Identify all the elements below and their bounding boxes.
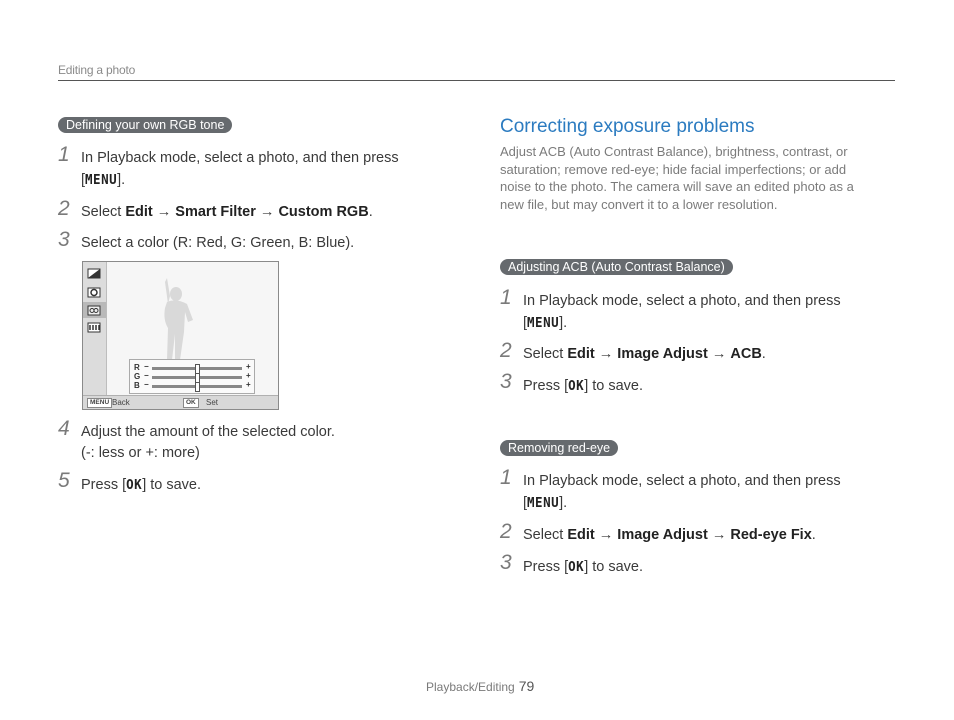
- arrow-icon: →: [598, 346, 614, 362]
- period: .: [368, 204, 373, 220]
- person-silhouette-icon: [143, 276, 203, 360]
- step-text-line: In Playback mode, select a photo, and then press: [81, 150, 399, 166]
- step-pre: Select: [523, 527, 568, 543]
- step-text-line: (-: less or +: more): [81, 445, 200, 461]
- arrow-icon: →: [156, 204, 172, 220]
- step-pre: Press [: [523, 559, 569, 575]
- bracket: ].: [559, 315, 568, 331]
- rgb-slider-red: [134, 364, 252, 373]
- color-icon: [87, 287, 101, 298]
- plus-icon: +: [246, 380, 251, 389]
- menu-item-acb: ACB: [730, 346, 762, 362]
- step-text: Select a color (R: Red, G: Green, B: Blue).: [81, 235, 355, 251]
- menu-item-edit: Edit: [125, 204, 153, 220]
- channel-label: R: [134, 363, 140, 372]
- step-number: 2: [500, 520, 512, 543]
- ok-key-icon: OK: [183, 398, 199, 408]
- footer-section: Playback/Editing: [426, 680, 515, 694]
- section-title: Correcting exposure problems: [500, 116, 755, 137]
- step-text: [523, 471, 841, 514]
- step-number: 1: [58, 143, 70, 166]
- bracket: ].: [559, 495, 568, 511]
- step-text: [523, 525, 816, 546]
- filter-icon: [87, 268, 101, 279]
- set-label: Set: [206, 398, 219, 407]
- arrow-icon: →: [259, 204, 275, 220]
- step-pre: Press [: [81, 477, 127, 493]
- header-divider: [58, 80, 895, 81]
- arrow-icon: →: [711, 527, 727, 543]
- slider-thumb: [195, 382, 200, 392]
- step-number: 2: [500, 339, 512, 362]
- step-post: ] to save.: [142, 477, 202, 493]
- period: .: [761, 346, 766, 362]
- minus-icon: −: [144, 362, 149, 371]
- breadcrumb: Editing a photo: [58, 63, 136, 77]
- step-text-line: In Playback mode, select a photo, and then press: [523, 473, 841, 489]
- step-text: [81, 422, 335, 464]
- subsection-pill-redeye: Removing red-eye: [500, 440, 618, 456]
- step-pre: Select: [523, 346, 568, 362]
- camera-screen-illustration: [82, 261, 279, 410]
- rgb-slider-green: [134, 373, 252, 382]
- menu-item-edit: Edit: [567, 527, 595, 543]
- subsection-pill-rgb: Defining your own RGB tone: [58, 117, 232, 133]
- ok-key-icon: OK: [126, 476, 143, 493]
- step-number: 1: [500, 466, 512, 489]
- step-number: 4: [58, 417, 70, 440]
- page-number: 79: [518, 678, 535, 694]
- ok-key-icon: OK: [568, 377, 585, 394]
- rgb-adjust-panel: [129, 359, 255, 394]
- step-number: 5: [58, 469, 70, 492]
- menu-item-smart-filter: Smart Filter: [175, 204, 256, 220]
- bracket: ].: [117, 172, 126, 188]
- step-pre: Select: [81, 204, 126, 220]
- menu-key-icon: MENU: [527, 314, 560, 331]
- step-text: [523, 291, 841, 334]
- menu-item-edit: Edit: [567, 346, 595, 362]
- menu-item-red-eye-fix: Red-eye Fix: [730, 527, 812, 543]
- period: .: [811, 527, 816, 543]
- step-post: ] to save.: [584, 559, 644, 575]
- menu-key-icon: MENU: [527, 494, 560, 511]
- arrow-icon: →: [711, 346, 727, 362]
- step-number: 3: [500, 370, 512, 393]
- channel-label: G: [134, 372, 141, 381]
- step-text: [523, 556, 643, 578]
- tone-icon: [87, 322, 101, 333]
- menu-item-image-adjust: Image Adjust: [617, 346, 708, 362]
- ok-key-icon: OK: [568, 558, 585, 575]
- step-number: 3: [500, 551, 512, 574]
- section-description: Adjust ACB (Auto Contrast Balance), brightness, contrast, or saturation; remove red-eye; hide facial imperfections; or add noise to the photo. The camera will save an edited photo as a new file, but may convert it to a lower resolution.: [500, 144, 854, 212]
- menu-key-icon: MENU: [85, 171, 118, 188]
- menu-item-image-adjust: Image Adjust: [617, 527, 708, 543]
- step-number: 3: [58, 228, 70, 251]
- arrow-icon: →: [598, 527, 614, 543]
- plus-icon: +: [246, 371, 251, 380]
- menu-key-icon: MENU: [87, 398, 112, 408]
- plus-icon: +: [246, 362, 251, 371]
- minus-icon: −: [144, 371, 149, 380]
- step-pre: Press [: [523, 378, 569, 394]
- bracket: [: [523, 495, 528, 511]
- rgb-icon: [87, 305, 101, 316]
- step-number: 1: [500, 286, 512, 309]
- step-number: 2: [58, 197, 70, 220]
- step-text: [81, 148, 399, 191]
- minus-icon: −: [144, 380, 149, 389]
- step-post: ] to save.: [584, 378, 644, 394]
- channel-label: B: [134, 381, 140, 390]
- menu-item-custom-rgb: Custom RGB: [278, 204, 369, 220]
- step-text: [81, 202, 373, 223]
- step-text-line: In Playback mode, select a photo, and then press: [523, 293, 841, 309]
- step-text-line: Adjust the amount of the selected color.: [81, 424, 335, 440]
- back-label: Back: [112, 398, 130, 407]
- step-text: [523, 375, 643, 397]
- camera-filter-sidebar: [83, 262, 107, 395]
- rgb-slider-blue: [134, 382, 252, 391]
- bracket: [: [81, 172, 86, 188]
- bracket: [: [523, 315, 528, 331]
- subsection-pill-acb: Adjusting ACB (Auto Contrast Balance): [500, 259, 733, 275]
- page-footer: [426, 678, 534, 694]
- step-text: [81, 474, 201, 496]
- step-text: [523, 344, 766, 365]
- camera-bottom-bar: [83, 395, 278, 410]
